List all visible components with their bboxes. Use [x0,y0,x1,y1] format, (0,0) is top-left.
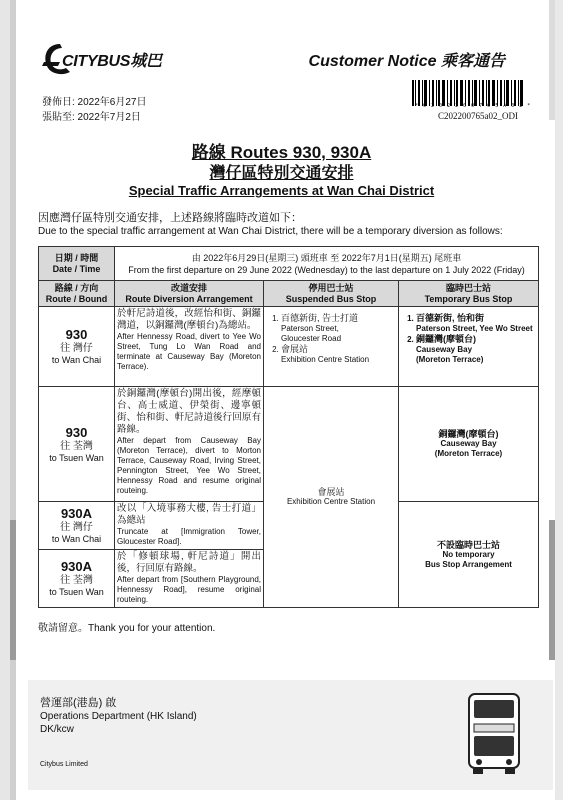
list-item: 1. 百德新街, 怡和街 Paterson Street, Yee Wo Street [416,313,535,334]
operations-signoff: 營運部(港島) 啟 Operations Department (HK Island) DK/kcw [40,697,197,735]
table-row [39,387,539,502]
right-bottom-stripe [549,520,555,660]
right-top-stripe [549,0,555,120]
bus-icon [465,690,523,776]
route-cell: 930 往 荃灣 to Tsuen Wan [39,387,115,502]
brand-name: CITYBUS城巴 [62,53,162,70]
barcode-number: * C 2 0 2 2 0 0 7 6 5 A 0 2 * [415,103,532,109]
routes-title: 路線 Routes 930, 930A [191,143,372,162]
list-item: 1. 百德新街, 告士打道 Paterson Street, Gloucester Road [281,313,395,344]
left-edge-band [0,0,10,800]
intro-text [38,211,503,239]
intro-zh: 因應灣仔區特別交通安排，上述路線將臨時改道如下： [38,212,302,224]
table-row [39,307,539,387]
right-edge-band [555,0,563,800]
list-item: 2. 銅鑼灣(摩頓台) Causeway Bay (Moreton Terrace) [416,334,535,365]
title-zh: 灣仔區特別交通安排 [209,163,354,182]
left-bottom-stripe [10,520,16,660]
no-temporary-stop-cell: 不設臨時巴士站 No temporary Bus Stop Arrangement [399,502,539,608]
diversion-cell: 於銅鑼灣(摩頓台)開出後，經摩頓台、高士威道、伊榮街、邊寧頓街、怡和街、軒尼詩道後行回原有路線。 After depart from Causeway Bay (Moreton Terrace), divert to Morton Terrace, Causeway Road, Irving Street, Pennington Street, Yee Wo Street, Hennessy Road and resume original routeing. [115,387,264,502]
left-edge-stripe [10,0,16,800]
post-until-date: 張貼至: 2022年7月2日 [42,112,141,123]
route-cell: 930A 往 灣仔 to Wan Chai [39,502,115,550]
date-header: 日期 / 時間 Date / Time [39,247,115,281]
intro-en: Due to the special traffic arrangement at Wan Chai District, there will be a temporary diversion as follows: [38,226,503,237]
title-en: Special Traffic Arrangements at Wan Chai District [128,183,435,198]
notice-title: Customer Notice 乘客通告 [308,53,505,70]
col-suspended-header: 停用巴士站 Suspended Bus Stop [264,281,399,307]
diversion-table [38,246,539,608]
date-range: 由 2022年6月29日(星期三) 頭班車 至 2022年7月1日(星期五) 尾班車 From the first departure on 29 June 2022 (Wednesday) to the last departure on 1 July 2022 (Friday) [115,247,539,281]
diversion-cell: 於軒尼詩道後，改經怡和街、銅鑼灣道，以銅鑼灣(摩頓台)為總站。 After Hennessy Road, divert to Yee Wo Street, Tung Lo Wan Road and terminate at Causeway Bay (Moreton Terrace). [115,307,264,387]
route-cell: 930A 往 荃灣 to Tsuen Wan [39,550,115,608]
issue-date: 發佈日: 2022年6月27日 [42,97,147,108]
diversion-cell: 於「修頓球場, 軒尼詩道」開出後，行回原有路線。 After depart from [Southern Playground, Hennessy Road], resume original routeing. [115,550,264,608]
col-temporary-header: 臨時巴士站 Temporary Bus Stop [399,281,539,307]
shared-suspended-stop-cell: 會展站 Exhibition Centre Station [264,387,399,608]
notice-dates [42,95,147,125]
temporary-stop-cell: 銅鑼灣(摩頓台) Causeway Bay (Moreton Terrace) [399,387,539,502]
suspended-stop-cell [264,307,399,387]
diversion-cell: 改以「入境事務大樓, 告士打道」為總站 Truncate at [Immigration Tower, Gloucester Road]. [115,502,264,550]
thanks-text: 敬請留意。Thank you for your attention. [38,623,216,634]
col-route-header: 路線 / 方向 Route / Bound [39,281,115,307]
list-item: 2. 會展站 Exhibition Centre Station [281,344,395,365]
company-name: Citybus Limited [40,761,88,768]
temporary-stop-cell [399,307,539,387]
col-diversion-header: 改道安排 Route Diversion Arrangement [115,281,264,307]
route-cell: 930 往 灣仔 to Wan Chai [39,307,115,387]
notice-reference: C202200765a02_ODI [438,111,518,121]
